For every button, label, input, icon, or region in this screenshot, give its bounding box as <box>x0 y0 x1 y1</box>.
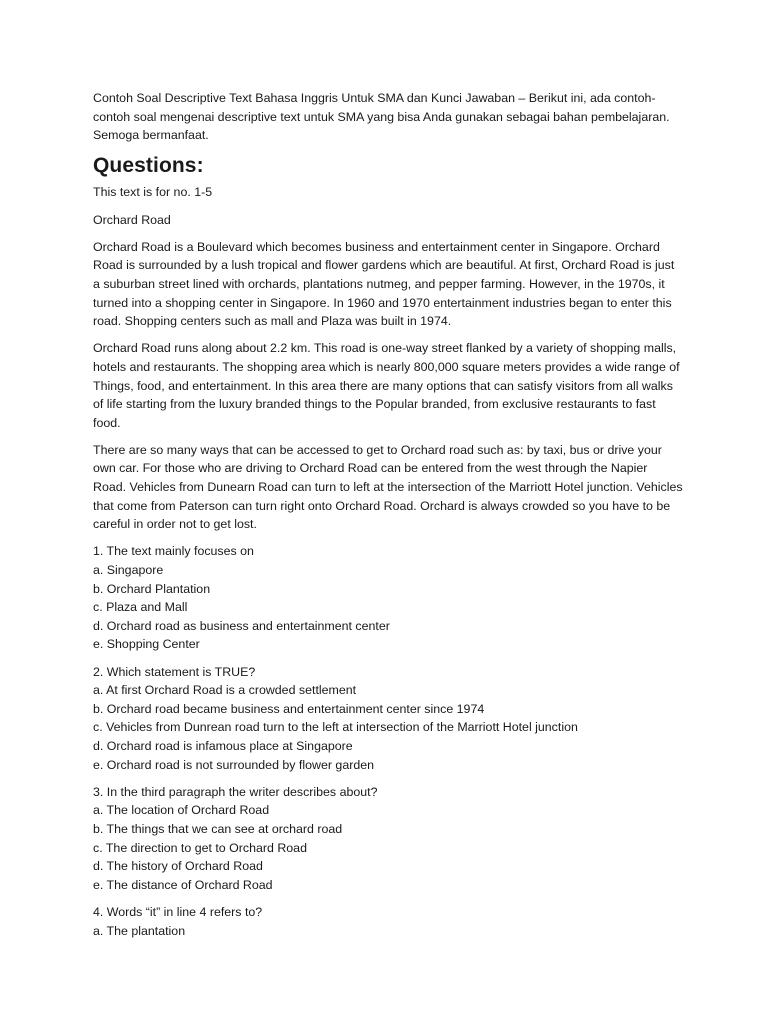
question-block-4 <box>93 903 683 940</box>
question-block-2 <box>93 663 683 775</box>
text-range-note: This text is for no. 1-5 <box>93 185 213 200</box>
question-text: 3. In the third paragraph the writer describes about? <box>93 784 378 799</box>
answer-option: e. Orchard road is not surrounded by flower garden <box>93 757 375 772</box>
answer-option: a. The plantation <box>93 923 186 938</box>
questions-heading: Questions: <box>93 154 204 178</box>
question-text: 2. Which statement is TRUE? <box>93 664 256 679</box>
answer-option: a. Singapore <box>93 563 164 578</box>
answer-option: b. Orchard road became business and entertainment center since 1974 <box>93 701 485 716</box>
answer-option: a. At first Orchard Road is a crowded settlement <box>93 683 357 698</box>
question-block-1 <box>93 542 683 654</box>
answer-option: d. Orchard road as business and entertainment center <box>93 618 390 633</box>
question-text: 1. The text mainly focuses on <box>93 544 254 559</box>
answer-option: b. Orchard Plantation <box>93 581 211 596</box>
answer-option: a. The location of Orchard Road <box>93 803 270 818</box>
answer-option: c. Plaza and Mall <box>93 600 188 615</box>
answer-option: d. The history of Orchard Road <box>93 859 263 874</box>
passage-paragraph-1: Orchard Road is a Boulevard which becomes business and entertainment center in Singapore. Orchard Road is surrounded by a lush tropical and flower gardens which are beautiful. At first, Orchard Road is just a suburban street lined with orchards, plantations nutmeg, and pepper farming. However, in the 1970s, it turned into a shopping center in Singapore. In 1960 and 1970 entertainment industries began to enter this road. Shopping centers such as mall and Plaza was built in 1974. <box>93 239 675 329</box>
intro-paragraph: Contoh Soal Descriptive Text Bahasa Inggris Untuk SMA dan Kunci Jawaban – Berikut ini, ada contoh-contoh soal mengenai descriptive text untuk SMA yang bisa Anda gunakan sebagai bahan pembelajaran. Semoga bermanfaat. <box>93 91 670 143</box>
document-page <box>93 89 683 949</box>
answer-option: b. The things that we can see at orchard road <box>93 821 343 836</box>
answer-option: c. Vehicles from Dunrean road turn to the left at intersection of the Marriott Hotel junction <box>93 720 578 735</box>
question-text: 4. Words “it” in line 4 refers to? <box>93 904 263 919</box>
answer-option: e. Shopping Center <box>93 637 200 652</box>
answer-option: c. The direction to get to Orchard Road <box>93 840 307 855</box>
answer-option: d. Orchard road is infamous place at Singapore <box>93 738 353 753</box>
passage-paragraph-3: There are so many ways that can be accessed to get to Orchard road such as: by taxi, bus or drive your own car. For those who are driving to Orchard Road can be entered from the west through the Napier Road. Vehicles from Dunearn Road can turn to left at the intersection of the Marriott Hotel junction. Vehicles that come from Paterson can turn right onto Orchard Road. Orchard is always crowded so you have to be careful in order not to get lost. <box>93 442 683 532</box>
question-block-3 <box>93 783 683 895</box>
passage-paragraph-2: Orchard Road runs along about 2.2 km. This road is one-way street flanked by a variety of shopping malls, hotels and restaurants. The shopping area which is nearly 800,000 square meters provides a wide range of Things, food, and entertainment. In this area there are many options that can satisfy visitors from all walks of life starting from the luxury branded things to the Popular branded, from exclusive restaurants to fast food. <box>93 341 680 430</box>
answer-option: e. The distance of Orchard Road <box>93 877 273 892</box>
passage-title: Orchard Road <box>93 212 171 227</box>
